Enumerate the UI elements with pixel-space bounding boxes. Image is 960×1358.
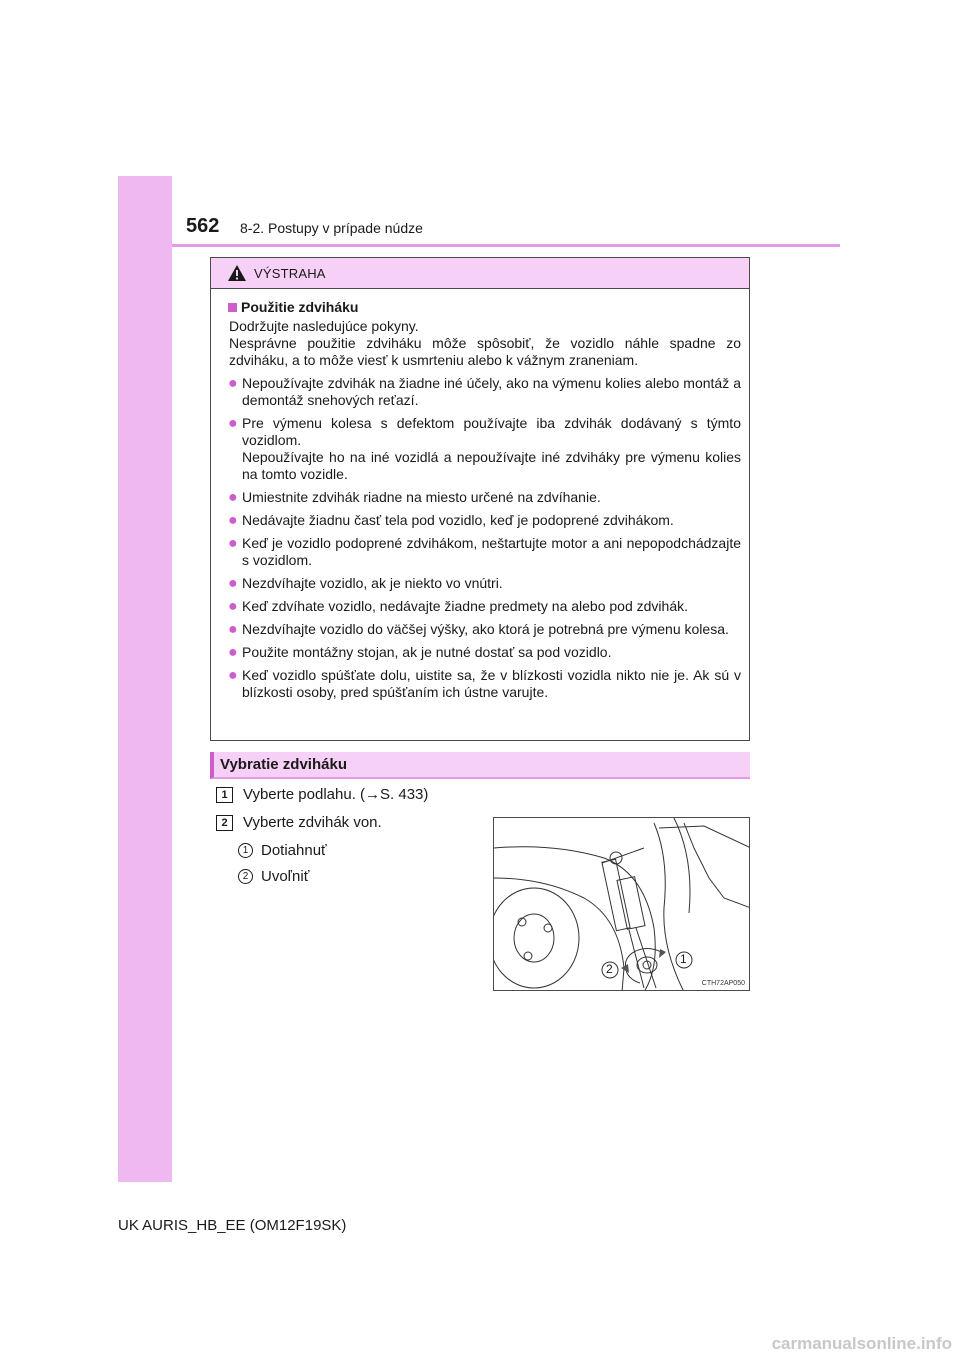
warning-intro-2: Nesprávne použitie zdviháku môže spôsobiť, že vozidlo náhle spadne zo zdviháku, a to môže viesť k usmrteniu alebo k vážnym zraneniam. (229, 335, 741, 368)
section-heading: Vybratie zdviháku (210, 752, 750, 779)
substep-1 (238, 842, 327, 859)
step-text: Vyberte podlahu. (→S. 433) (243, 786, 429, 803)
bullet-dot-icon: ● (228, 489, 238, 506)
bullet-dot-icon: ● (228, 667, 238, 684)
chapter-side-tab (118, 176, 172, 1182)
bullet-dot-icon: ● (228, 375, 238, 392)
bullet-dot-icon: ● (228, 512, 238, 529)
footer-model: UK AURIS_HB_EE (OM12F19SK) (118, 1217, 347, 1234)
square-bullet-icon (228, 303, 237, 312)
warning-intro-1: Dodržujte nasledujúce pokyny. (229, 318, 419, 334)
step-text: Vyberte zdvihák von. (243, 814, 382, 831)
step-2 (216, 814, 382, 831)
step-number-badge: 1 (216, 787, 233, 803)
warning-subheading: Použitie zdviháku (228, 299, 741, 316)
warning-title: VÝSTRAHA (254, 265, 326, 281)
substep-text: Dotiahnuť (261, 842, 327, 859)
substep-2 (238, 868, 309, 885)
bullet-dot-icon: ● (228, 415, 238, 432)
header-divider (172, 244, 840, 247)
bullet-dot-icon: ● (228, 575, 238, 592)
warning-bullet: ● Pre výmenu kolesa s defektom používajte iba zdvihák dodávaný s týmto vozidlom. Nepoužívajte ho na iné vozidlá a nepoužívajte iné zdviháky pre výmenu kolies na tomto vozidle. (228, 415, 741, 482)
bullet-dot-icon: ● (228, 644, 238, 661)
warning-bullet: ● Umiestnite zdvihák riadne na miesto určené na zdvíhanie. (228, 489, 601, 506)
step-number-badge: 2 (216, 815, 233, 831)
section-header: 8-2. Postupy v prípade núdze (240, 220, 423, 236)
warning-bullet: ● Nepoužívajte zdvihák na žiadne iné účely, ako na výmenu kolies alebo montáž a demontáž snehových reťazí. (228, 375, 741, 408)
warning-bullet: ● Použite montážny stojan, ak je nutné dostať sa pod vozidlo. (228, 644, 612, 661)
warning-bullet: ● Nedávajte žiadnu časť tela pod vozidlo, keď je podoprené zdvihákom. (228, 512, 674, 529)
jack-removal-figure (493, 817, 750, 991)
warning-header (211, 258, 749, 289)
page-number: 562 (186, 215, 220, 237)
bullet-dot-icon: ● (228, 621, 238, 638)
warning-bullet: ● Keď je vozidlo podoprené zdvihákom, neštartujte motor a ani nepopodchádzajte s vozidlom. (228, 535, 741, 568)
warning-bullet: ● Nezdvíhajte vozidlo do väčšej výšky, ako ktorá je potrebná pre výmenu kolesa. (228, 621, 729, 638)
figure-code: CTH72AP050 (701, 980, 745, 987)
step-1 (216, 786, 428, 803)
substep-text: Uvoľniť (261, 868, 310, 885)
warning-box (210, 257, 750, 741)
bullet-dot-icon: ● (228, 535, 238, 552)
warning-bullet: ● Nezdvíhajte vozidlo, ak je niekto vo vnútri. (228, 575, 503, 592)
figure-label-1: 1 (680, 952, 687, 966)
figure-label-2: 2 (606, 962, 613, 976)
warning-triangle-icon (227, 264, 247, 282)
bullet-dot-icon: ● (228, 598, 238, 615)
warning-bullet: ● Keď zdvíhate vozidlo, nedávajte žiadne predmety na alebo pod zdvihák. (228, 598, 689, 615)
circled-number-badge: 1 (238, 843, 253, 858)
warning-bullet: ● Keď vozidlo spúšťate dolu, uistite sa, že v blízkosti vozidla nikto nie je. Ak sú v blízkosti osoby, pred spúšťaním ich ústne varujte. (228, 667, 741, 700)
circled-number-badge: 2 (238, 869, 253, 884)
watermark: carmanualsonline.info (771, 1334, 952, 1353)
warning-body (211, 289, 749, 701)
jack-illustration (494, 818, 750, 991)
